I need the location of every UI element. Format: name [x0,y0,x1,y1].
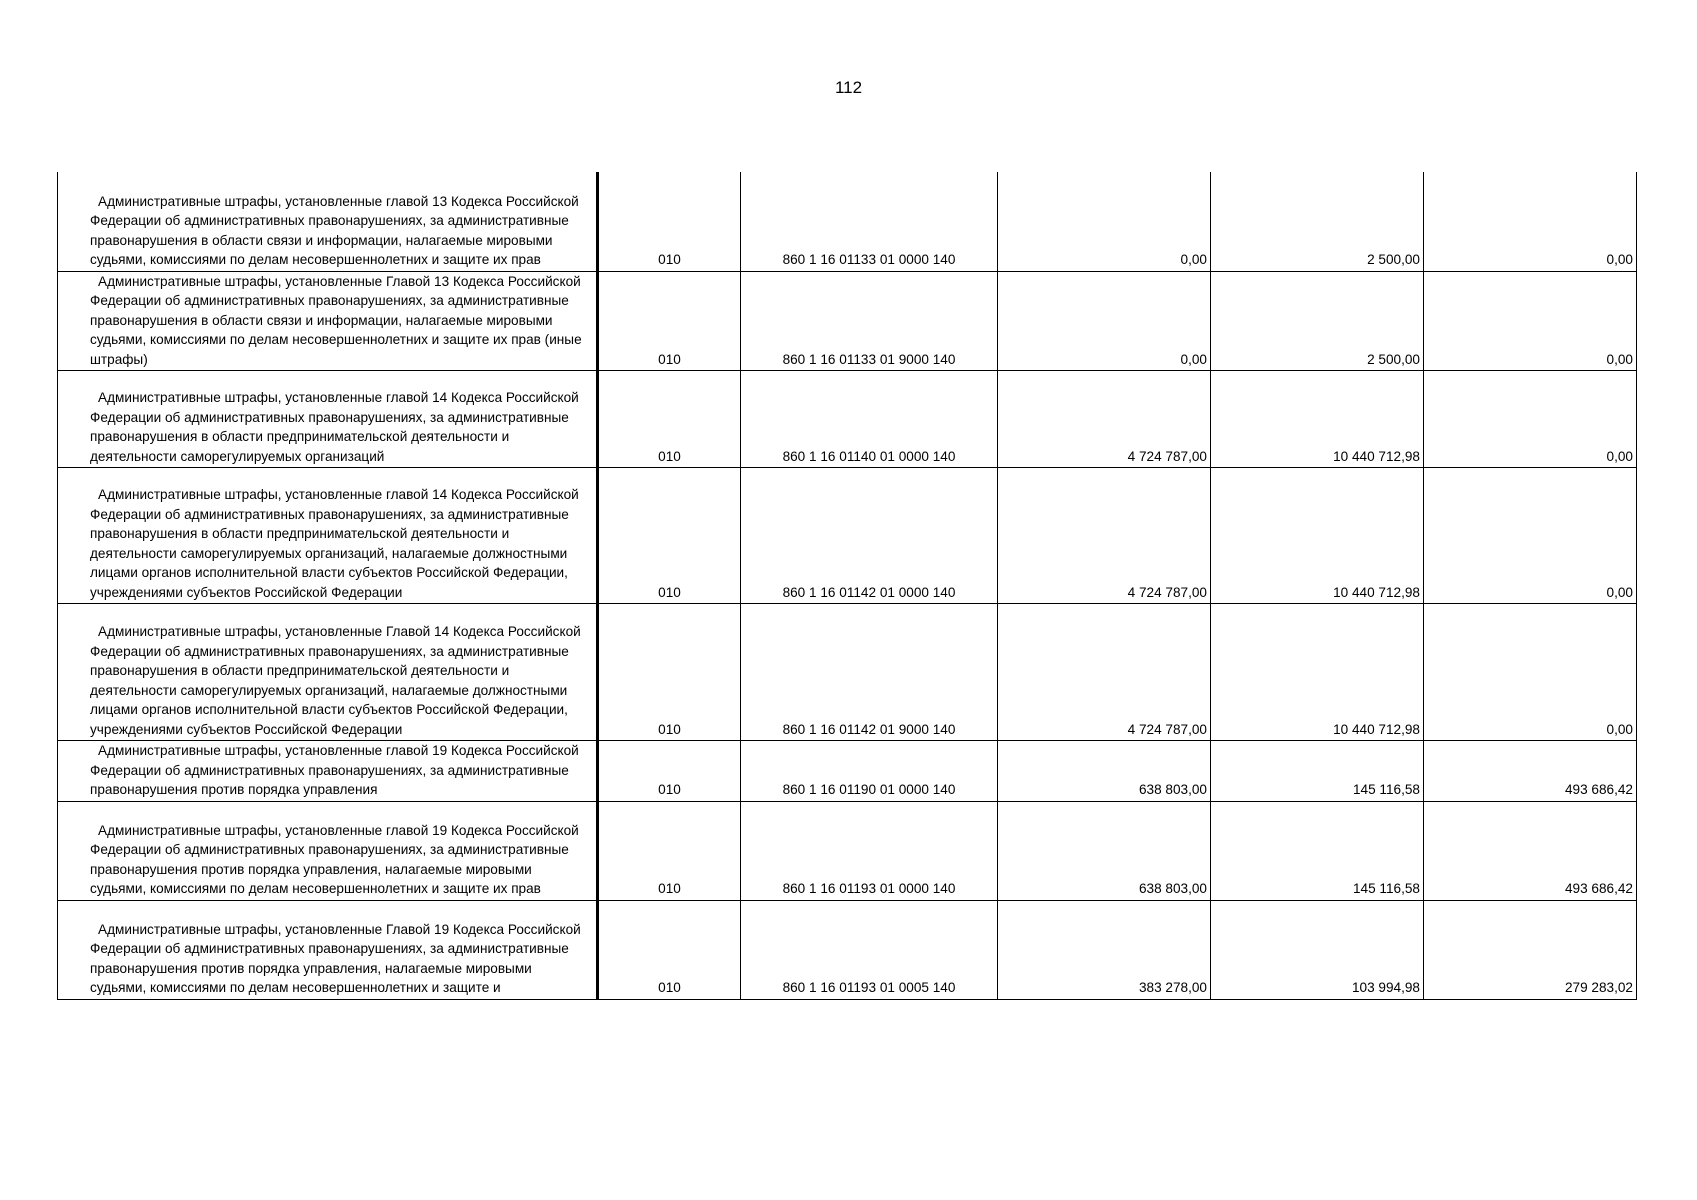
indicator-name-cell: Административные штрафы, установленные главой 14 Кодекса Российской Федерации об административных правонарушениях, за административные правонарушения в области предпринимательской деятельности и деятельности саморегулируемых организаций [58,371,598,468]
approved-amount-cell: 4 724 787,00 [998,604,1211,741]
approved-amount-cell: 638 803,00 [998,741,1211,802]
table-row [58,271,1637,371]
indicator-name-cell: Административные штрафы, установленные Главой 14 Кодекса Российской Федерации об административных правонарушениях, за административные правонарушения в области предпринимательской деятельности и деятельности саморегулируемых организаций, налагаемые должностными лицами органов исполнительной власти субъектов Российской Федерации, учреждениями субъектов Российской Федерации [58,604,598,741]
budget-classification-code-cell: 860 1 16 01193 01 0000 140 [741,801,998,900]
budget-classification-code-cell: 860 1 16 01140 01 0000 140 [741,371,998,468]
approved-amount-cell: 638 803,00 [998,801,1211,900]
approved-amount-cell: 0,00 [998,271,1211,371]
table-row [58,801,1637,900]
indicator-name-cell: Административные штрафы, установленные главой 19 Кодекса Российской Федерации об административных правонарушениях, за административные правонарушения против порядка управления [58,741,598,802]
approved-amount-cell: 4 724 787,00 [998,371,1211,468]
approved-amount-cell: 0,00 [998,172,1211,271]
line-code-cell: 010 [598,900,741,999]
indicator-name-cell: Административные штрафы, установленные главой 14 Кодекса Российской Федерации об административных правонарушениях, за административные правонарушения в области предпринимательской деятельности и деятельности саморегулируемых организаций, налагаемые должностными лицами органов исполнительной власти субъектов Российской Федерации, учреждениями субъектов Российской Федерации [58,468,598,604]
budget-classification-code-cell: 860 1 16 01133 01 0000 140 [741,172,998,271]
line-code-cell: 010 [598,371,741,468]
line-code-cell: 010 [598,172,741,271]
indicator-name-cell: Административные штрафы, установленные главой 19 Кодекса Российской Федерации об административных правонарушениях, за административные правонарушения против порядка управления, налагаемые мировыми судьями, комиссиями по делам несовершеннолетних и защите их прав [58,801,598,900]
budget-classification-code-cell: 860 1 16 01142 01 0000 140 [741,468,998,604]
table-row [58,371,1637,468]
indicator-name-cell: Административные штрафы, установленные Главой 19 Кодекса Российской Федерации об административных правонарушениях, за административные правонарушения против порядка управления, налагаемые мировыми судьями, комиссиями по делам несовершеннолетних и защите и [58,900,598,999]
table-row [58,172,1637,271]
unexecuted-amount-cell: 0,00 [1424,271,1637,371]
approved-amount-cell: 383 278,00 [998,900,1211,999]
executed-amount-cell: 103 994,98 [1211,900,1424,999]
line-code-cell: 010 [598,271,741,371]
unexecuted-amount-cell: 0,00 [1424,468,1637,604]
indicator-name-cell: Административные штрафы, установленные Главой 13 Кодекса Российской Федерации об административных правонарушениях, за административные правонарушения в области связи и информации, налагаемые мировыми судьями, комиссиями по делам несовершеннолетних и защите их прав (иные штрафы) [58,271,598,371]
executed-amount-cell: 10 440 712,98 [1211,604,1424,741]
table-row [58,468,1637,604]
budget-classification-code-cell: 860 1 16 01133 01 9000 140 [741,271,998,371]
line-code-cell: 010 [598,468,741,604]
revenue-table [57,172,1637,1000]
table-row [58,900,1637,999]
indicator-name-cell: Административные штрафы, установленные главой 13 Кодекса Российской Федерации об административных правонарушениях, за административные правонарушения в области связи и информации, налагаемые мировыми судьями, комиссиями по делам несовершеннолетних и защите их прав [58,172,598,271]
executed-amount-cell: 145 116,58 [1211,801,1424,900]
unexecuted-amount-cell: 0,00 [1424,371,1637,468]
unexecuted-amount-cell: 279 283,02 [1424,900,1637,999]
line-code-cell: 010 [598,741,741,802]
unexecuted-amount-cell: 493 686,42 [1424,801,1637,900]
line-code-cell: 010 [598,801,741,900]
executed-amount-cell: 2 500,00 [1211,172,1424,271]
line-code-cell: 010 [598,604,741,741]
executed-amount-cell: 10 440 712,98 [1211,371,1424,468]
executed-amount-cell: 10 440 712,98 [1211,468,1424,604]
unexecuted-amount-cell: 0,00 [1424,604,1637,741]
budget-classification-code-cell: 860 1 16 01142 01 9000 140 [741,604,998,741]
approved-amount-cell: 4 724 787,00 [998,468,1211,604]
table-row [58,604,1637,741]
budget-classification-code-cell: 860 1 16 01190 01 0000 140 [741,741,998,802]
executed-amount-cell: 145 116,58 [1211,741,1424,802]
table-row [58,741,1637,802]
page-number: 112 [834,78,863,97]
unexecuted-amount-cell: 0,00 [1424,172,1637,271]
executed-amount-cell: 2 500,00 [1211,271,1424,371]
unexecuted-amount-cell: 493 686,42 [1424,741,1637,802]
budget-classification-code-cell: 860 1 16 01193 01 0005 140 [741,900,998,999]
